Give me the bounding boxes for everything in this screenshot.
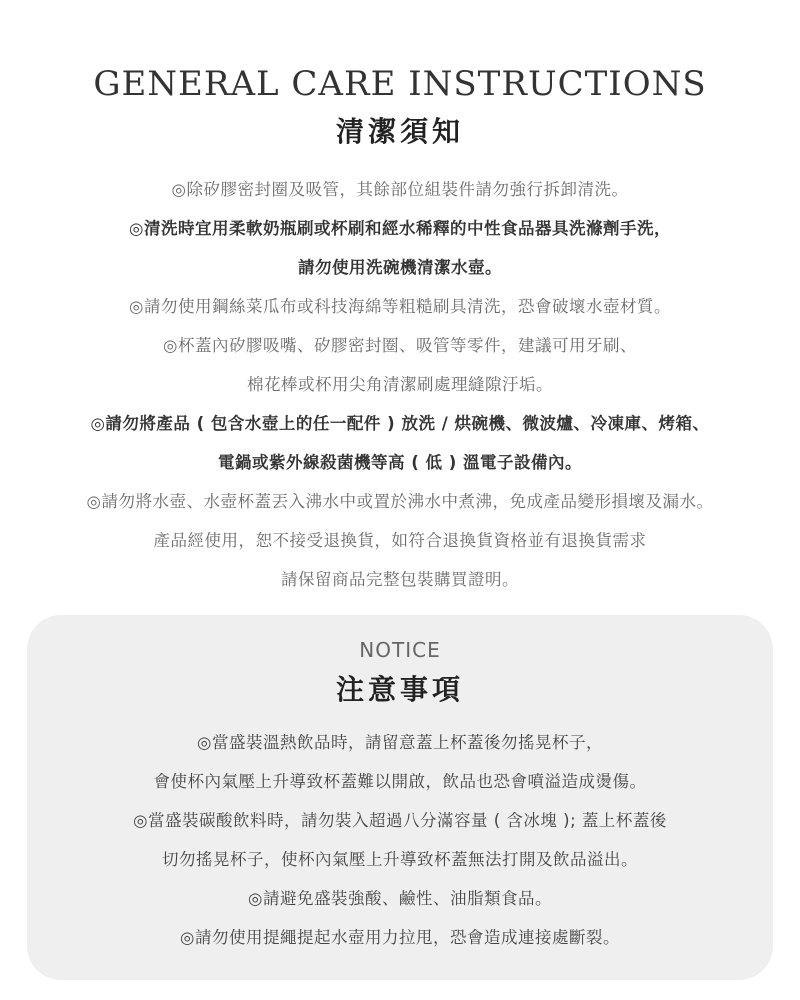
care-line: 請保留商品完整包裝購買證明。 xyxy=(281,570,519,589)
notice-line: ◎當盛裝碳酸飲料時，請勿裝入超過八分滿容量 ( 含冰塊 ); 蓋上杯蓋後 xyxy=(133,811,667,830)
care-line: 產品經使用，恕不接受退換貨，如符合退換貨資格並有退換貨需求 xyxy=(153,531,647,550)
care-line: ◎請勿使用鋼絲菜瓜布或科技海綿等粗糙刷具清洗，恐會破壞水壺材質。 xyxy=(129,297,671,316)
notice-line: 切勿搖晃杯子，使杯內氣壓上升導致杯蓋無法打開及飲品溢出。 xyxy=(162,850,638,869)
notice-panel xyxy=(27,615,773,980)
care-title-chinese: 清潔須知 xyxy=(335,115,464,148)
notice-line: 會使杯內氣壓上升導致杯蓋難以開啟，飲品也恐會噴溢造成燙傷。 xyxy=(153,772,647,791)
care-line: ◎請勿將水壺、水壺杯蓋丟入沸水中或置於沸水中煮沸，免成產品變形損壞及漏水。 xyxy=(86,492,714,511)
care-title-english: GENERAL CARE INSTRUCTIONS xyxy=(93,64,707,104)
notice-title-chinese: 注意事項 xyxy=(335,673,464,706)
care-line: ◎杯蓋內矽膠吸嘴、矽膠密封圈、吸管等零件，建議可用牙刷、 xyxy=(163,336,637,355)
notice-list xyxy=(27,723,773,957)
care-line: ◎除矽膠密封圈及吸管，其餘部位組裝件請勿強行拆卸清洗。 xyxy=(171,180,629,199)
care-line: 電鍋或紫外線殺菌機等高 ( 低 ) 溫電子設備內。 xyxy=(217,453,583,472)
notice-title-english: NOTICE xyxy=(359,638,441,662)
care-line: 棉花棒或杯用尖角清潔刷處理縫隙汙垢。 xyxy=(247,375,553,394)
care-instruction-list xyxy=(0,170,800,599)
care-line: 請勿使用洗碗機清潔水壺。 xyxy=(298,258,502,277)
notice-line: ◎請避免盛裝強酸、鹼性、油脂類食品。 xyxy=(248,889,552,908)
notice-line: ◎請勿使用提繩提起水壺用力拉甩，恐會造成連接處斷裂。 xyxy=(180,928,620,947)
notice-line: ◎當盛裝溫熱飲品時，請留意蓋上杯蓋後勿搖晃杯子， xyxy=(197,733,603,752)
care-line: ◎清洗時宜用柔軟奶瓶刷或杯刷和經水稀釋的中性食品器具洗滌劑手洗， xyxy=(129,219,671,238)
care-line: ◎請勿將產品 ( 包含水壺上的任一配件 ) 放洗 / 烘碗機、微波爐、冷凍庫、烤箱、 xyxy=(90,414,710,433)
